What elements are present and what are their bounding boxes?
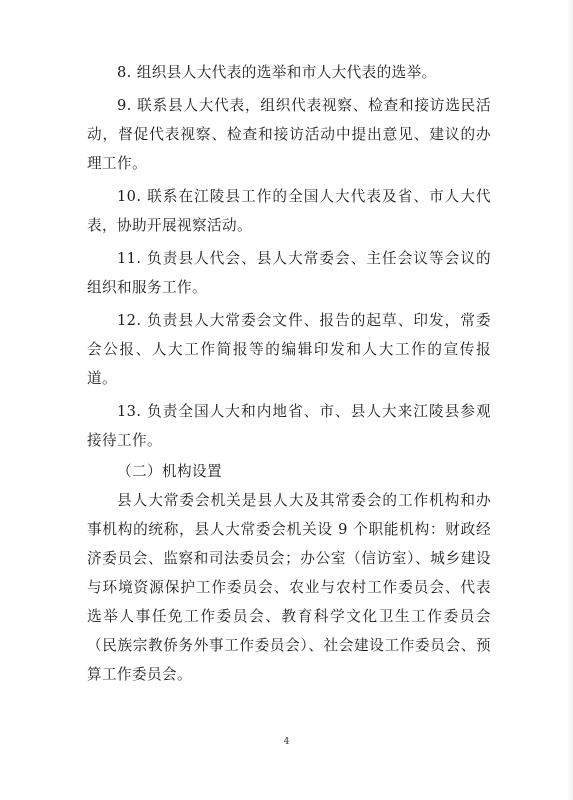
duty-item-12: 12. 负责县人大常委会文件、报告的起草、印发，常委会公报、人大工作简报等的编辑印发和人大工作的宣传报道。	[87, 312, 491, 387]
page-edge-shadow	[567, 0, 573, 800]
duty-item-13: 13. 负责全国人大和内地省、市、县人大来江陵县参观接待工作。	[87, 403, 491, 449]
page-number: 4	[283, 737, 290, 747]
duty-item-11: 11. 负责县人代会、县人大常委会、主任会议等会议的组织和服务工作。	[87, 250, 491, 296]
section-body: 县人大常委会机关是县人大及其常委会的工作机构和办事机构的统称，县人大常委会机关设 9 个职能机构：财政经济委员会、监察和司法委员会；办公室（信访室）、城乡建设与环境资源保护工作委员会、农业与农村工作委员会、代表选举人事任免工作委员会、教育科学文化卫生工作委员会（民族宗教侨务外事工作委员会）、社会建设工作委员会、预算工作委员会。	[87, 492, 491, 683]
duty-item-8: 8. 组织县人大代表的选举和市人大代表的选举。	[117, 64, 437, 81]
section-heading: （二）机构设置	[117, 463, 222, 480]
duty-item-9: 9. 联系县人大代表，组织代表视察、检查和接访选民活动，督促代表视察、检查和接访活动中提出意见、建议的办理工作。	[87, 97, 491, 172]
document-body	[87, 58, 491, 689]
duty-item-10: 10. 联系在江陵县工作的全国人大代表及省、市人大代表，协助开展视察活动。	[87, 188, 491, 234]
